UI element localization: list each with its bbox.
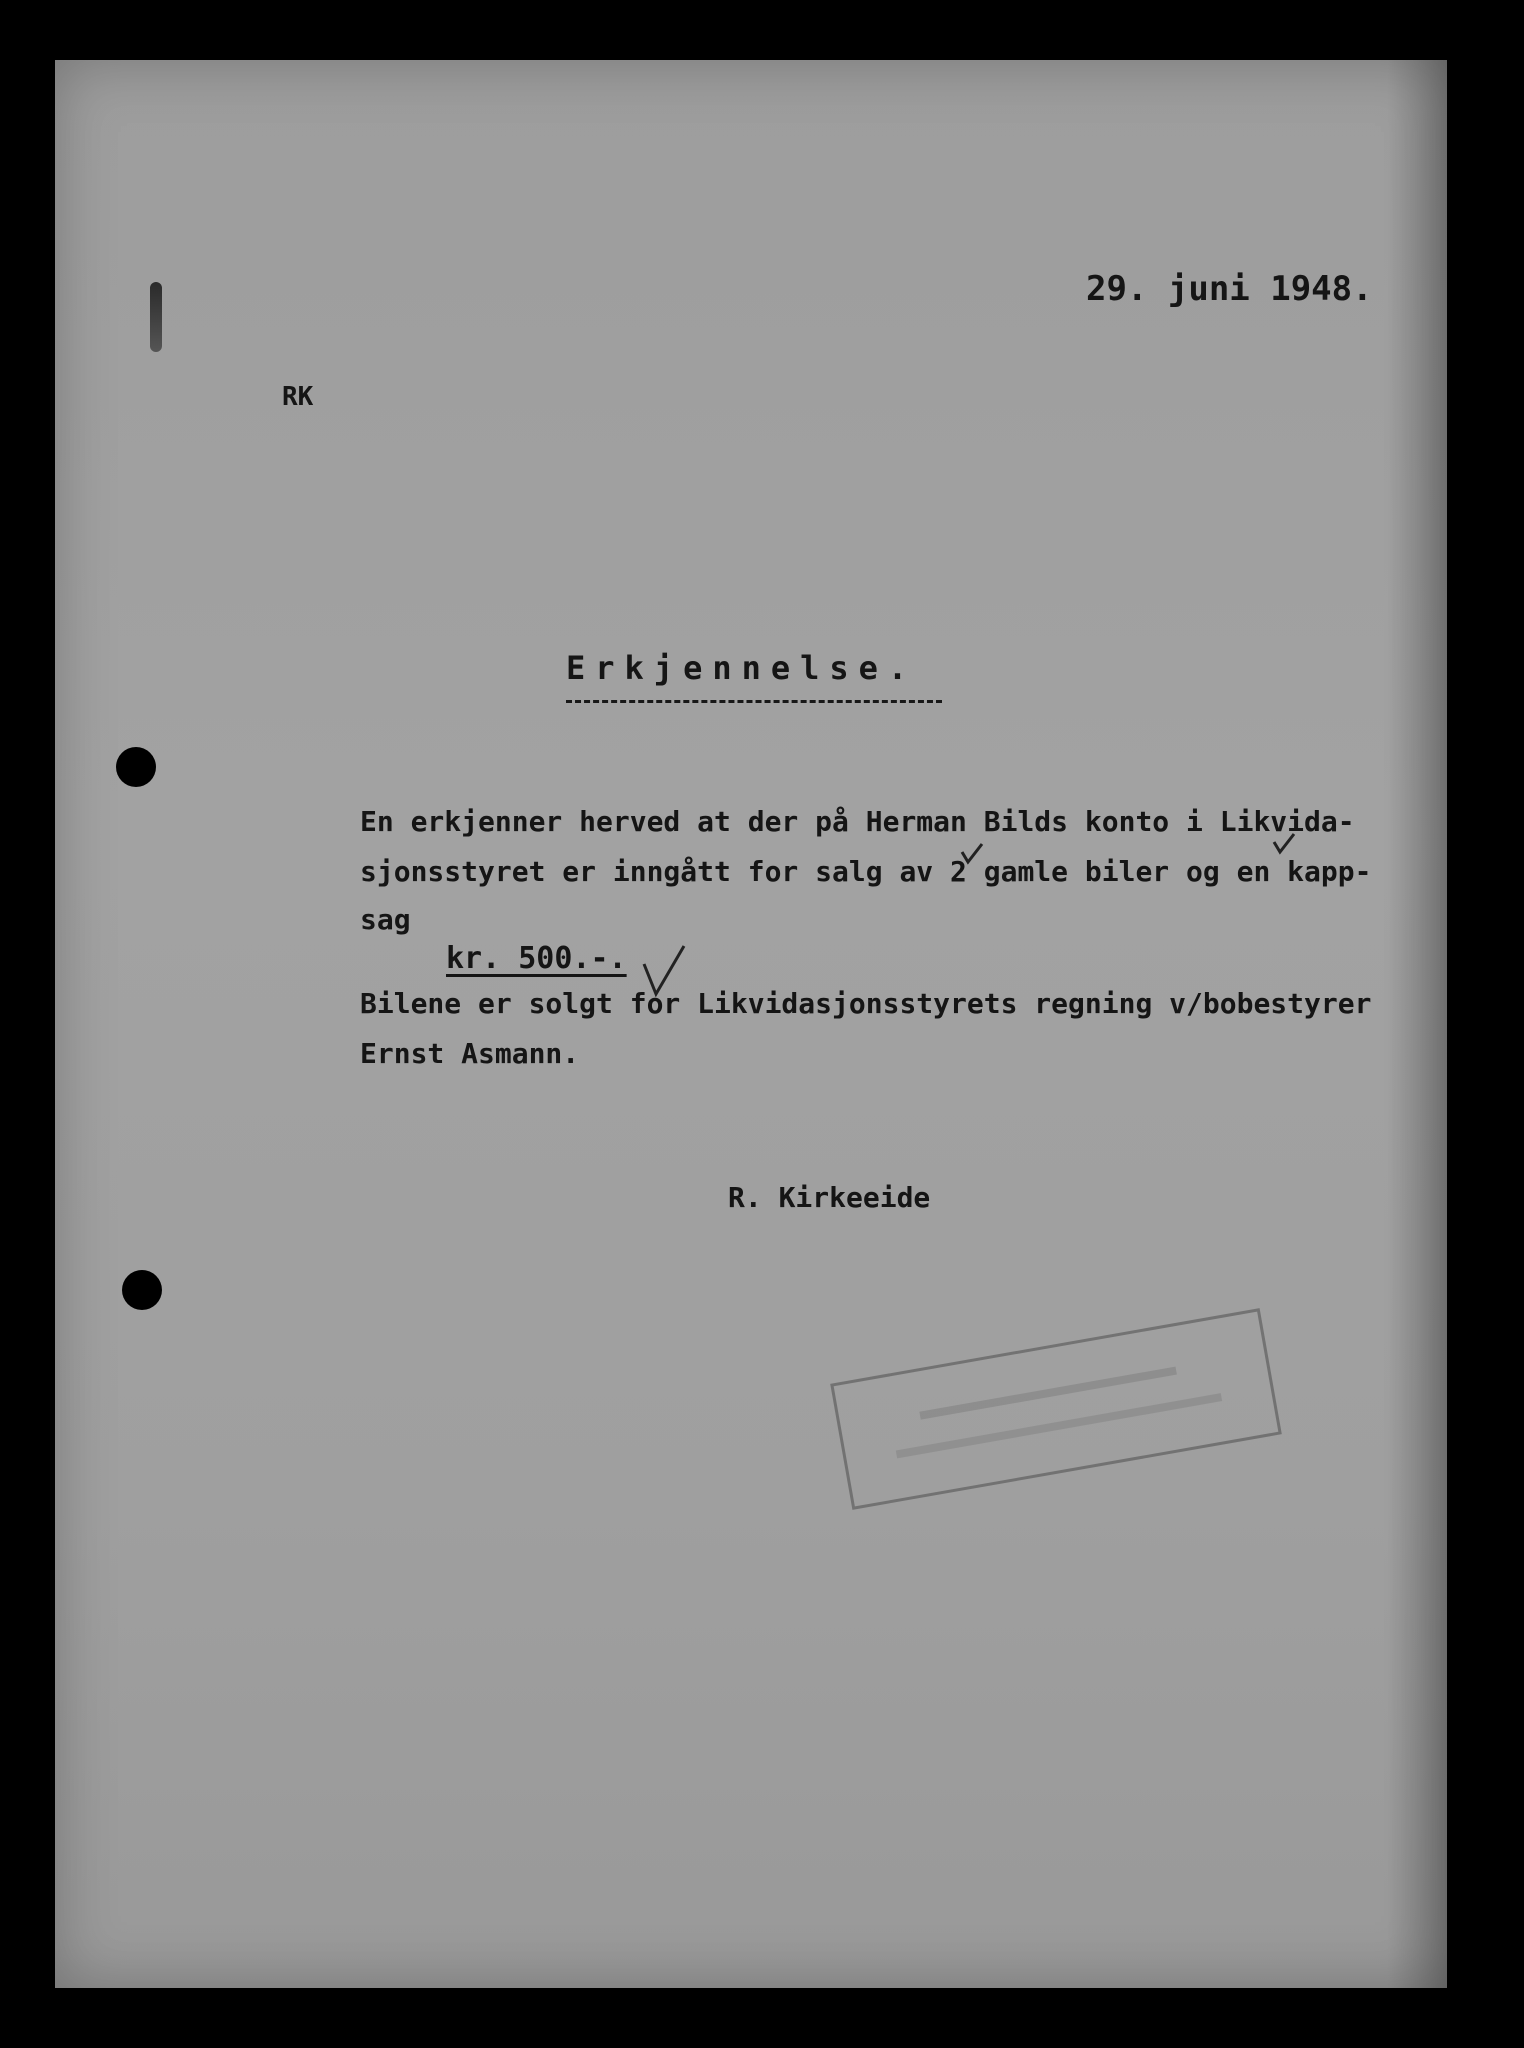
- paper-sheet: [55, 60, 1447, 1988]
- body-line-5: Ernst Asmann.: [360, 1037, 580, 1070]
- reference-initials: RK: [282, 382, 314, 412]
- check-mark-amount: [640, 940, 690, 1000]
- amount: kr. 500.-.: [446, 941, 627, 976]
- document-date: 29. juni 1948.: [1086, 269, 1373, 309]
- title-underline: [566, 700, 942, 703]
- body-line-4: Bilene er solgt for Likvidasjonsstyrets regning v/bobestyrer: [360, 987, 1372, 1020]
- body-line-1: En erkjenner herved at der på Herman Bilds konto i Likvida-: [360, 805, 1355, 838]
- body-line-3: sag: [360, 903, 411, 936]
- staple-mark: [150, 282, 162, 352]
- punch-hole-bottom: [122, 1270, 162, 1310]
- check-mark-likvida: [1272, 832, 1296, 856]
- punch-hole-top: [116, 747, 156, 787]
- check-mark-biler: [960, 842, 984, 866]
- signature-name: R. Kirkeeide: [728, 1181, 931, 1214]
- body-line-2: sjonsstyret er inngått for salg av 2 gamle biler og en kapp-: [360, 855, 1372, 888]
- document-title: Erkjennelse.: [566, 649, 918, 687]
